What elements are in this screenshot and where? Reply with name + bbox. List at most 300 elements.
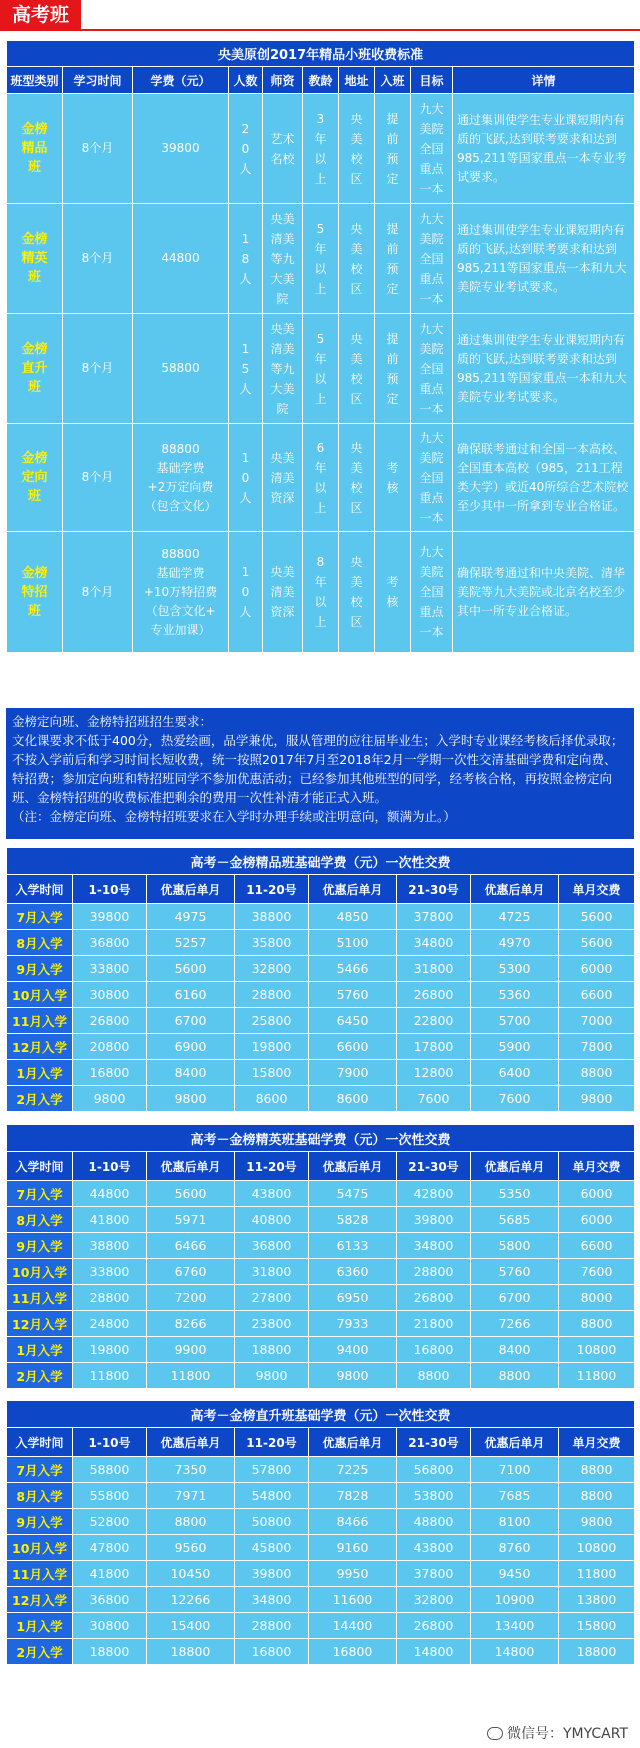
tuition-table-title: 高考－金榜精品班基础学费（元）一次性交费 [7, 848, 635, 875]
tuition-value-cell: 8400 [147, 1060, 235, 1086]
class-goal-cell [411, 94, 453, 204]
tuition-row [7, 930, 635, 956]
class-entry-text: 提前预定 [386, 221, 399, 296]
tuition-value-cell: 28800 [235, 982, 309, 1008]
class-teacher-text: 艺术名校 [270, 131, 295, 166]
tuition-value-cell: 10450 [147, 1561, 235, 1587]
tuition-value-cell: 25800 [235, 1008, 309, 1034]
enroll-month-cell: 10月入学 [7, 1535, 73, 1561]
tuition-row [7, 1337, 635, 1363]
tuition-value-cell: 5600 [147, 1181, 235, 1207]
class-row [7, 424, 635, 532]
class-name-text: 金榜特招班 [21, 565, 48, 619]
requirements-note: （注：金榜定向班、金榜特招班要求在入学时办理手续或注明意向，额满为止。） [12, 809, 456, 824]
tuition-row [7, 1535, 635, 1561]
tuition-value-cell: 33800 [73, 956, 147, 982]
tuition-column-header: 入学时间 [7, 1428, 73, 1457]
class-row [7, 94, 635, 204]
tuition-value-cell: 26800 [397, 1613, 471, 1639]
tuition-value-cell: 5475 [309, 1181, 397, 1207]
class-goal-cell [411, 204, 453, 314]
class-years-text: 5年以上 [314, 331, 327, 406]
class-detail-text: 通过集训使学生专业课短期内有质的飞跃,达到联考要求和达到985,211等国家重点一本和九大美院专业考试要求。 [457, 222, 627, 294]
tuition-value-cell: 8466 [309, 1509, 397, 1535]
tuition-value-cell: 7350 [147, 1457, 235, 1483]
tuition-value-cell: 6950 [309, 1285, 397, 1311]
tuition-value-cell: 10900 [471, 1587, 559, 1613]
enroll-month-cell: 12月入学 [7, 1311, 73, 1337]
class-count-cell [229, 314, 263, 424]
class-detail-text: 通过集训使学生专业课短期内有质的飞跃,达到联考要求和达到985,211等国家重点一本和九大美院专业考试要求。 [457, 332, 627, 404]
class-goal-text: 九大美院全国重点一本 [419, 430, 444, 525]
requirements-body: 文化课要求不低于400分，热爱绘画，品学兼优，服从管理的应往届毕业生；入学时专业课经考核后择优录取；不按入学前后和学习时间长短收费，统一按照2017年7月至2018年2月一学期一次性交清基础学费和定向费、特招费；参加定向班和特招班同学不参加优惠活动；已经参加其他班型的同学，经考核合格，再按照金榜定向班、金榜特招班的收费标准把剩余的费用一次性补清才能正式入班。 [12, 733, 624, 805]
tuition-value-cell: 5600 [147, 956, 235, 982]
tuition-value-cell: 17800 [397, 1034, 471, 1060]
tuition-value-cell: 6450 [309, 1008, 397, 1034]
tuition-value-cell: 41800 [73, 1207, 147, 1233]
tuition-value-cell: 35800 [235, 930, 309, 956]
class-goal-text: 九大美院全国重点一本 [419, 545, 444, 639]
requirements-heading: 金榜定向班、金榜特招班招生要求： [12, 714, 213, 729]
enrollment-requirements [6, 708, 634, 839]
tuition-value-cell: 6600 [559, 1233, 635, 1259]
class-entry-cell [375, 314, 411, 424]
main-column-header: 目标 [411, 67, 453, 94]
class-fee-text: 58800 [161, 361, 200, 375]
class-goal-cell [411, 532, 453, 653]
class-row [7, 204, 635, 314]
class-teacher-text: 央美清美资深 [270, 450, 295, 505]
tuition-table-title: 高考－金榜精英班基础学费（元）一次性交费 [7, 1125, 635, 1152]
class-goal-text: 九大美院全国重点一本 [419, 321, 444, 416]
tuition-value-cell: 7100 [471, 1457, 559, 1483]
class-address-cell [339, 314, 375, 424]
tuition-row [7, 1008, 635, 1034]
tuition-table [6, 1124, 635, 1389]
tuition-table-title: 高考－金榜直升班基础学费（元）一次性交费 [7, 1401, 635, 1428]
tuition-value-cell: 5600 [559, 930, 635, 956]
tuition-value-cell: 5760 [309, 982, 397, 1008]
class-years-cell [303, 204, 339, 314]
tuition-column-header: 1-10号 [73, 1152, 147, 1181]
class-teacher-cell [263, 314, 303, 424]
class-fee-cell [133, 314, 229, 424]
tuition-value-cell: 38800 [235, 904, 309, 930]
class-years-text: 6年以上 [314, 440, 327, 515]
tuition-value-cell: 6000 [559, 956, 635, 982]
tuition-value-cell: 8800 [471, 1363, 559, 1389]
tuition-value-cell: 6900 [147, 1034, 235, 1060]
class-entry-text: 考核 [386, 575, 399, 609]
tuition-column-header: 优惠后单月 [309, 1152, 397, 1181]
tuition-column-header: 优惠后单月 [471, 1152, 559, 1181]
tuition-column-header: 21-30号 [397, 1428, 471, 1457]
tuition-value-cell: 7200 [147, 1285, 235, 1311]
tuition-value-cell: 26800 [73, 1008, 147, 1034]
tuition-value-cell: 7600 [397, 1086, 471, 1112]
tuition-value-cell: 39800 [73, 904, 147, 930]
tuition-column-header: 11-20号 [235, 875, 309, 904]
tuition-value-cell: 6360 [309, 1259, 397, 1285]
tuition-value-cell: 36800 [73, 1587, 147, 1613]
class-address-cell [339, 94, 375, 204]
tuition-value-cell: 12800 [397, 1060, 471, 1086]
tuition-value-cell: 48800 [397, 1509, 471, 1535]
tuition-value-cell: 14800 [397, 1639, 471, 1665]
class-teacher-text: 央美清美资深 [270, 565, 295, 619]
tuition-value-cell: 7900 [309, 1060, 397, 1086]
class-detail-cell [453, 204, 635, 314]
enroll-month-cell: 1月入学 [7, 1060, 73, 1086]
tuition-value-cell: 21800 [397, 1311, 471, 1337]
class-time-text: 8个月 [81, 361, 114, 375]
tuition-value-cell: 11800 [73, 1363, 147, 1389]
enroll-month-cell: 11月入学 [7, 1561, 73, 1587]
tuition-value-cell: 8800 [559, 1483, 635, 1509]
tuition-value-cell: 5685 [471, 1207, 559, 1233]
tuition-value-cell: 53800 [397, 1483, 471, 1509]
tuition-value-cell: 34800 [397, 930, 471, 956]
tuition-value-cell: 36800 [235, 1233, 309, 1259]
tuition-value-cell: 27800 [235, 1285, 309, 1311]
tuition-value-cell: 28800 [397, 1259, 471, 1285]
tuition-value-cell: 26800 [397, 982, 471, 1008]
tuition-row [7, 904, 635, 930]
wechat-watermark [483, 1722, 632, 1744]
tuition-value-cell: 5350 [471, 1181, 559, 1207]
tuition-value-cell: 9560 [147, 1535, 235, 1561]
tuition-value-cell: 6400 [471, 1060, 559, 1086]
tuition-value-cell: 37800 [397, 1561, 471, 1587]
enroll-month-cell: 9月入学 [7, 1509, 73, 1535]
tuition-column-header: 单月交费 [559, 1428, 635, 1457]
tuition-value-cell: 9950 [309, 1561, 397, 1587]
enroll-month-cell: 7月入学 [7, 1457, 73, 1483]
tuition-value-cell: 10800 [559, 1337, 635, 1363]
tuition-value-cell: 8760 [471, 1535, 559, 1561]
class-entry-cell [375, 94, 411, 204]
class-fee-cell [133, 424, 229, 532]
tuition-value-cell: 5900 [471, 1034, 559, 1060]
tuition-column-header: 1-10号 [73, 1428, 147, 1457]
tuition-value-cell: 4975 [147, 904, 235, 930]
tuition-value-cell: 10800 [559, 1535, 635, 1561]
tuition-value-cell: 8000 [559, 1285, 635, 1311]
class-name-text: 金榜精英班 [21, 232, 48, 285]
tuition-value-cell: 5360 [471, 982, 559, 1008]
class-time-cell [63, 204, 133, 314]
class-years-cell [303, 424, 339, 532]
tuition-value-cell: 30800 [73, 982, 147, 1008]
class-detail-text: 确保联考通过和中央美院、清华美院等九大美院或北京名校至少其中一所专业合格证。 [457, 565, 626, 618]
tuition-value-cell: 7225 [309, 1457, 397, 1483]
class-address-cell [339, 532, 375, 653]
tuition-value-cell: 8800 [147, 1509, 235, 1535]
class-years-text: 3年以上 [314, 111, 327, 186]
tuition-value-cell: 24800 [73, 1311, 147, 1337]
class-fee-cell [133, 204, 229, 314]
tuition-column-header: 优惠后单月 [147, 875, 235, 904]
main-column-header: 地址 [339, 67, 375, 94]
class-goal-text: 九大美院全国重点一本 [419, 101, 444, 196]
tuition-value-cell: 6760 [147, 1259, 235, 1285]
main-column-header: 学习时间 [63, 67, 133, 94]
tuition-value-cell: 19800 [73, 1337, 147, 1363]
watermark-text: 微信号：YMYCART [506, 1726, 628, 1742]
tuition-value-cell: 6160 [147, 982, 235, 1008]
tuition-value-cell: 8800 [559, 1311, 635, 1337]
tuition-value-cell: 22800 [397, 1008, 471, 1034]
tuition-value-cell: 34800 [397, 1233, 471, 1259]
tuition-column-header: 单月交费 [559, 1152, 635, 1181]
main-column-header: 班型类别 [7, 67, 63, 94]
class-time-text: 8个月 [81, 141, 114, 155]
tuition-column-header: 入学时间 [7, 1152, 73, 1181]
tuition-table [6, 1400, 635, 1665]
tuition-value-cell: 7000 [559, 1008, 635, 1034]
tuition-column-header: 优惠后单月 [147, 1428, 235, 1457]
class-name-cell [7, 94, 63, 204]
class-goal-text: 九大美院全国重点一本 [419, 211, 444, 306]
tuition-column-header: 11-20号 [235, 1152, 309, 1181]
enroll-month-cell: 8月入学 [7, 1207, 73, 1233]
enroll-month-cell: 10月入学 [7, 1259, 73, 1285]
tuition-value-cell: 5300 [471, 956, 559, 982]
tuition-row [7, 1285, 635, 1311]
tuition-value-cell: 6600 [559, 982, 635, 1008]
tuition-row [7, 1509, 635, 1535]
tuition-value-cell: 5828 [309, 1207, 397, 1233]
class-fee-standard-table [6, 40, 635, 653]
tuition-value-cell: 50800 [235, 1509, 309, 1535]
tuition-value-cell: 8800 [397, 1363, 471, 1389]
tuition-value-cell: 15800 [235, 1060, 309, 1086]
main-column-header: 学费（元） [133, 67, 229, 94]
tuition-row [7, 1086, 635, 1112]
class-entry-text: 考核 [386, 460, 399, 495]
tuition-row [7, 1363, 635, 1389]
tuition-value-cell: 56800 [397, 1457, 471, 1483]
tuition-value-cell: 9800 [559, 1509, 635, 1535]
tuition-value-cell: 18800 [235, 1337, 309, 1363]
class-count-cell [229, 532, 263, 653]
tuition-column-header: 优惠后单月 [147, 1152, 235, 1181]
tuition-value-cell: 14800 [471, 1639, 559, 1665]
wechat-icon [487, 1727, 503, 1740]
class-years-text: 8年以上 [314, 555, 327, 629]
class-years-cell [303, 532, 339, 653]
tuition-value-cell: 9160 [309, 1535, 397, 1561]
tuition-value-cell: 5100 [309, 930, 397, 956]
tuition-value-cell: 16800 [309, 1639, 397, 1665]
tuition-column-header: 21-30号 [397, 875, 471, 904]
class-fee-cell [133, 532, 229, 653]
tuition-column-header: 入学时间 [7, 875, 73, 904]
tuition-value-cell: 7685 [471, 1483, 559, 1509]
class-teacher-text: 央美清美等九大美院 [270, 321, 295, 416]
tuition-column-header: 优惠后单月 [471, 1428, 559, 1457]
tuition-row [7, 1457, 635, 1483]
tuition-value-cell: 13800 [559, 1587, 635, 1613]
tuition-value-cell: 15800 [559, 1613, 635, 1639]
class-detail-text: 通过集训使学生专业课短期内有质的飞跃,达到联考要求和达到985,211等国家重点一本专业考试要求。 [457, 112, 627, 184]
tuition-value-cell: 8600 [309, 1086, 397, 1112]
page-header [0, 0, 640, 31]
tuition-value-cell: 34800 [235, 1587, 309, 1613]
tuition-value-cell: 31800 [397, 956, 471, 982]
enroll-month-cell: 7月入学 [7, 904, 73, 930]
main-column-header: 详情 [453, 67, 635, 94]
tuition-value-cell: 8100 [471, 1509, 559, 1535]
tuition-value-cell: 8400 [471, 1337, 559, 1363]
class-time-cell [63, 94, 133, 204]
section-tag: 高考班 [0, 0, 81, 31]
tuition-value-cell: 9900 [147, 1337, 235, 1363]
tuition-value-cell: 5700 [471, 1008, 559, 1034]
class-teacher-cell [263, 532, 303, 653]
tuition-value-cell: 55800 [73, 1483, 147, 1509]
class-fee-text: 88800 基础学费 +10万特招费 （包含文化+ 专业加课） [143, 546, 218, 637]
tuition-value-cell: 11800 [559, 1561, 635, 1587]
tuition-value-cell: 11800 [147, 1363, 235, 1389]
enroll-month-cell: 7月入学 [7, 1181, 73, 1207]
tuition-value-cell: 5257 [147, 930, 235, 956]
class-teacher-cell [263, 424, 303, 532]
class-name-text: 金榜直升班 [21, 342, 48, 395]
class-address-cell [339, 424, 375, 532]
tuition-row [7, 1311, 635, 1337]
tuition-value-cell: 5971 [147, 1207, 235, 1233]
class-entry-text: 提前预定 [386, 331, 399, 406]
tuition-value-cell: 16800 [235, 1639, 309, 1665]
main-column-header: 入班 [375, 67, 411, 94]
tuition-column-header: 优惠后单月 [471, 875, 559, 904]
class-entry-cell [375, 204, 411, 314]
tuition-value-cell: 6700 [471, 1285, 559, 1311]
tuition-value-cell: 7600 [471, 1086, 559, 1112]
class-count-text: 20人 [239, 121, 252, 176]
tuition-value-cell: 7828 [309, 1483, 397, 1509]
class-detail-text: 确保联考通过和全国一本高校、全国重本高校（985，211工程类大学）或近40所综合艺术院校至少其中一所拿到专业合格证。 [457, 441, 629, 513]
class-goal-cell [411, 424, 453, 532]
class-fee-text: 44800 [161, 251, 200, 265]
class-goal-cell [411, 314, 453, 424]
tuition-row [7, 1483, 635, 1509]
enroll-month-cell: 2月入学 [7, 1086, 73, 1112]
tuition-value-cell: 43800 [235, 1181, 309, 1207]
enroll-month-cell: 9月入学 [7, 956, 73, 982]
tuition-column-header: 11-20号 [235, 1428, 309, 1457]
class-address-text: 央美校区 [350, 440, 363, 515]
tuition-value-cell: 47800 [73, 1535, 147, 1561]
class-teacher-text: 央美清美等九大美院 [270, 211, 295, 306]
class-address-text: 央美校区 [350, 331, 363, 406]
tuition-value-cell: 57800 [235, 1457, 309, 1483]
tuition-value-cell: 19800 [235, 1034, 309, 1060]
tuition-value-cell: 32800 [397, 1587, 471, 1613]
tuition-value-cell: 41800 [73, 1561, 147, 1587]
main-column-header: 人数 [229, 67, 263, 94]
tuition-value-cell: 18800 [559, 1639, 635, 1665]
tuition-value-cell: 7971 [147, 1483, 235, 1509]
tuition-value-cell: 38800 [73, 1233, 147, 1259]
tuition-value-cell: 44800 [73, 1181, 147, 1207]
tuition-row [7, 1207, 635, 1233]
class-fee-text: 39800 [161, 141, 200, 155]
tuition-value-cell: 9800 [235, 1363, 309, 1389]
tuition-column-header: 优惠后单月 [309, 1428, 397, 1457]
tuition-row [7, 982, 635, 1008]
tuition-value-cell: 18800 [73, 1639, 147, 1665]
tuition-value-cell: 15400 [147, 1613, 235, 1639]
class-count-cell [229, 204, 263, 314]
tuition-value-cell: 39800 [397, 1207, 471, 1233]
class-address-text: 央美校区 [350, 555, 363, 629]
tuition-value-cell: 20800 [73, 1034, 147, 1060]
class-time-text: 8个月 [81, 470, 114, 484]
tuition-value-cell: 42800 [397, 1181, 471, 1207]
tuition-value-cell: 6700 [147, 1008, 235, 1034]
class-count-text: 18人 [239, 231, 252, 286]
tuition-value-cell: 58800 [73, 1457, 147, 1483]
class-entry-cell [375, 424, 411, 532]
tuition-value-cell: 9800 [309, 1363, 397, 1389]
tuition-value-cell: 7800 [559, 1034, 635, 1060]
tuition-value-cell: 37800 [397, 904, 471, 930]
tuition-value-cell: 9400 [309, 1337, 397, 1363]
class-count-text: 15人 [239, 341, 252, 396]
tuition-value-cell: 43800 [397, 1535, 471, 1561]
tuition-column-header: 优惠后单月 [309, 875, 397, 904]
main-table-title: 央美原创2017年精品小班收费标准 [7, 41, 635, 67]
tuition-value-cell: 6133 [309, 1233, 397, 1259]
tuition-value-cell: 4725 [471, 904, 559, 930]
tuition-row [7, 1034, 635, 1060]
class-teacher-cell [263, 204, 303, 314]
tuition-value-cell: 5800 [471, 1233, 559, 1259]
tuition-value-cell: 8266 [147, 1311, 235, 1337]
class-address-text: 央美校区 [350, 111, 363, 186]
enroll-month-cell: 11月入学 [7, 1008, 73, 1034]
tuition-row [7, 1233, 635, 1259]
enroll-month-cell: 9月入学 [7, 1233, 73, 1259]
tuition-value-cell: 16800 [73, 1060, 147, 1086]
tuition-value-cell: 9800 [147, 1086, 235, 1112]
class-name-cell [7, 314, 63, 424]
tuition-value-cell: 14400 [309, 1613, 397, 1639]
class-fee-text: 88800 基础学费 +2万定向费 （包含文化） [144, 441, 217, 513]
tuition-value-cell: 28800 [235, 1613, 309, 1639]
tuition-value-cell: 18800 [147, 1639, 235, 1665]
class-name-cell [7, 424, 63, 532]
class-name-text: 金榜精品班 [21, 122, 48, 175]
tuition-value-cell: 9800 [559, 1086, 635, 1112]
tuition-value-cell: 28800 [73, 1285, 147, 1311]
class-years-cell [303, 314, 339, 424]
class-address-cell [339, 204, 375, 314]
tuition-value-cell: 6466 [147, 1233, 235, 1259]
enroll-month-cell: 8月入学 [7, 930, 73, 956]
tuition-row [7, 1639, 635, 1665]
tuition-row [7, 1259, 635, 1285]
enroll-month-cell: 12月入学 [7, 1587, 73, 1613]
tuition-value-cell: 7266 [471, 1311, 559, 1337]
tuition-value-cell: 39800 [235, 1561, 309, 1587]
tuition-value-cell: 7600 [559, 1259, 635, 1285]
main-column-header: 师资 [263, 67, 303, 94]
tuition-value-cell: 32800 [235, 956, 309, 982]
class-time-text: 8个月 [81, 584, 114, 599]
